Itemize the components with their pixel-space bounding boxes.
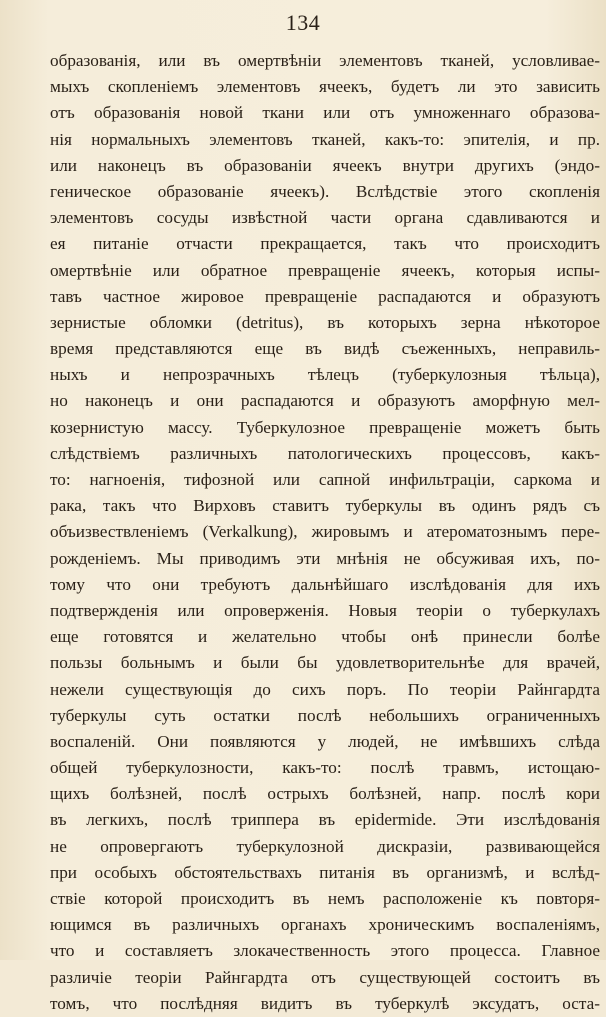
text-line: ствіе которой происходитъ въ немъ расположеніе къ повторя- xyxy=(50,889,600,908)
text-line: въ легкихъ, послѣ триппера въ epidermide. Эти изслѣдованія xyxy=(50,810,600,830)
text-line: воспаленій. Они появляются у людей, не имѣвшихъ слѣда xyxy=(50,731,600,751)
text-line: туберкулы суть остатки послѣ небольшихъ ограниченныхъ xyxy=(50,705,600,725)
text-line: не опровергаютъ туберкулозной дискразіи, развивающейся xyxy=(50,836,600,856)
text-line: козернистую массу. Туберкулозное превращеніе можетъ быть xyxy=(50,417,600,437)
text-line: зернистые обломки (detritus), въ которыхъ зерна нѣкоторое xyxy=(50,312,600,332)
text-line: различіе теоріи Райнгардта отъ существующей состоитъ въ xyxy=(50,967,600,987)
text-line: нія нормальныхъ элементовъ тканей, какъ-то: эпителія, и пр. xyxy=(50,129,600,149)
text-line: или наконецъ въ образованіи ячеекъ внутри другихъ (эндо- xyxy=(50,155,600,175)
text-line: образованія, или въ омертвѣніи элементовъ тканей, условливае- xyxy=(50,51,600,70)
text-line: томъ, что послѣдняя видитъ въ туберкулѣ эксудатъ, оста- xyxy=(50,993,600,1013)
text-line: пользы больнымъ и были бы удовлетворительнѣе для врачей, xyxy=(50,653,600,673)
page-number: 134 xyxy=(285,10,321,35)
text-line: щихъ болѣзней, послѣ острыхъ болѣзней, напр. послѣ кори xyxy=(50,784,600,804)
text-line: омертвѣніе или обратное превращеніе ячеекъ, которыя испы- xyxy=(50,260,600,280)
text-line: что и составляетъ злокачественность этого процесса. Главное xyxy=(50,941,600,961)
text-line: еще готовятся и желательно чтобы онѣ принесли болѣе xyxy=(50,627,600,647)
text-line: то: нагноенія, тифозной или сапной инфильтраціи, саркома и xyxy=(50,470,600,489)
text-line: ющимся въ различныхъ органахъ хроническимъ воспаленіямъ, xyxy=(50,915,600,935)
text-line: отъ образованія новой ткани или отъ умноженнаго образова- xyxy=(50,103,600,123)
text-line: рака, такъ что Вирховъ ставитъ туберкулы въ одинъ рядъ съ xyxy=(50,496,600,516)
text-line: подтвержденія или опроверженія. Новыя теоріи о туберкулахъ xyxy=(50,600,600,620)
text-line: мыхъ скопленіемъ элементовъ ячеекъ, будетъ ли это зависить xyxy=(50,77,600,97)
text-line: общей туберкулозности, какъ-то: послѣ травмъ, истощаю- xyxy=(50,758,600,778)
text-line: время представляются еще въ видѣ съеженныхъ, неправиль- xyxy=(50,339,600,359)
text-line: элементовъ сосуды извѣстной части органа сдавливаются и xyxy=(50,208,600,228)
text-line: при особыхъ обстоятельствахъ питанія въ организмѣ, и вслѣд- xyxy=(50,862,600,882)
text-line: ея питаніе отчасти прекращается, такъ что происходитъ xyxy=(50,234,600,254)
text-line: геническое образованіе ячеекъ). Вслѣдствіе этого скопленія xyxy=(50,181,600,201)
body-text xyxy=(50,48,600,1017)
text-line: ныхъ и непрозрачныхъ тѣлецъ (туберкулозныя тѣльца), xyxy=(50,365,600,385)
text-line: тому что они требуютъ дальнѣйшаго изслѣдованія для ихъ xyxy=(50,574,600,594)
text-line: объизвествленіемъ (Verkalkung), жировымъ и атероматознымъ пере- xyxy=(50,522,600,542)
text-line: но наконецъ и они распадаются и образуютъ аморфную мел- xyxy=(50,391,600,411)
text-line: слѣдствіемъ различныхъ патологическихъ процессовъ, какъ- xyxy=(50,443,600,463)
text-line: тавъ частное жировое превращеніе распадаются и образуютъ xyxy=(50,286,600,306)
text-line: рожденіемъ. Мы приводимъ эти мнѣнія не обсуживая ихъ, по- xyxy=(50,548,600,568)
text-line: нежели существующія до сихъ поръ. По теоріи Райнгардта xyxy=(50,679,600,699)
